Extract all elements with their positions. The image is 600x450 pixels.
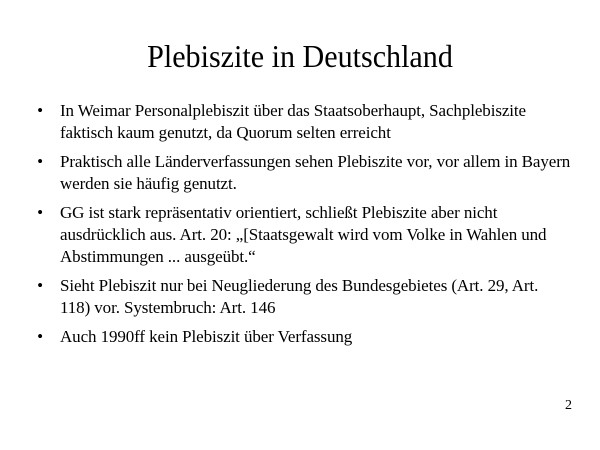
bullet-marker: • xyxy=(37,101,43,120)
page-number: 2 xyxy=(565,398,572,413)
bullet-text: Sieht Plebiszit nur bei Neugliederung des Bundesgebietes (Art. 29, Art. 118) vor. Systembruch: Art. 146 xyxy=(60,276,539,317)
bullet-item-2 xyxy=(32,151,572,195)
bullet-item-1 xyxy=(32,100,572,144)
bullet-marker: • xyxy=(37,152,43,171)
bullet-text: Praktisch alle Länderverfassungen sehen Plebiszite vor, vor allem in Bayern werden sie häufig genutzt. xyxy=(60,152,571,193)
bullet-item-3 xyxy=(32,202,572,268)
bullet-item-5 xyxy=(32,326,572,348)
bullet-marker: • xyxy=(37,276,43,295)
bullet-list xyxy=(32,100,572,355)
bullet-marker: • xyxy=(37,327,43,346)
bullet-item-4 xyxy=(32,275,572,319)
bullet-text: Auch 1990ff kein Plebiszit über Verfassung xyxy=(60,327,353,346)
bullet-text: GG ist stark repräsentativ orientiert, schließt Plebiszite aber nicht ausdrücklich aus. Art. 20: „[Staatsgewalt wird vom Volke in Wahlen und Abstimmungen ... ausgeübt.“ xyxy=(60,203,547,266)
bullet-text: In Weimar Personalplebiszit über das Staatsoberhaupt, Sachplebiszite faktisch kaum genutzt, da Quorum selten erreicht xyxy=(60,101,526,142)
bullet-marker: • xyxy=(37,203,43,222)
slide-title: Plebiszite in Deutschland xyxy=(147,38,453,74)
